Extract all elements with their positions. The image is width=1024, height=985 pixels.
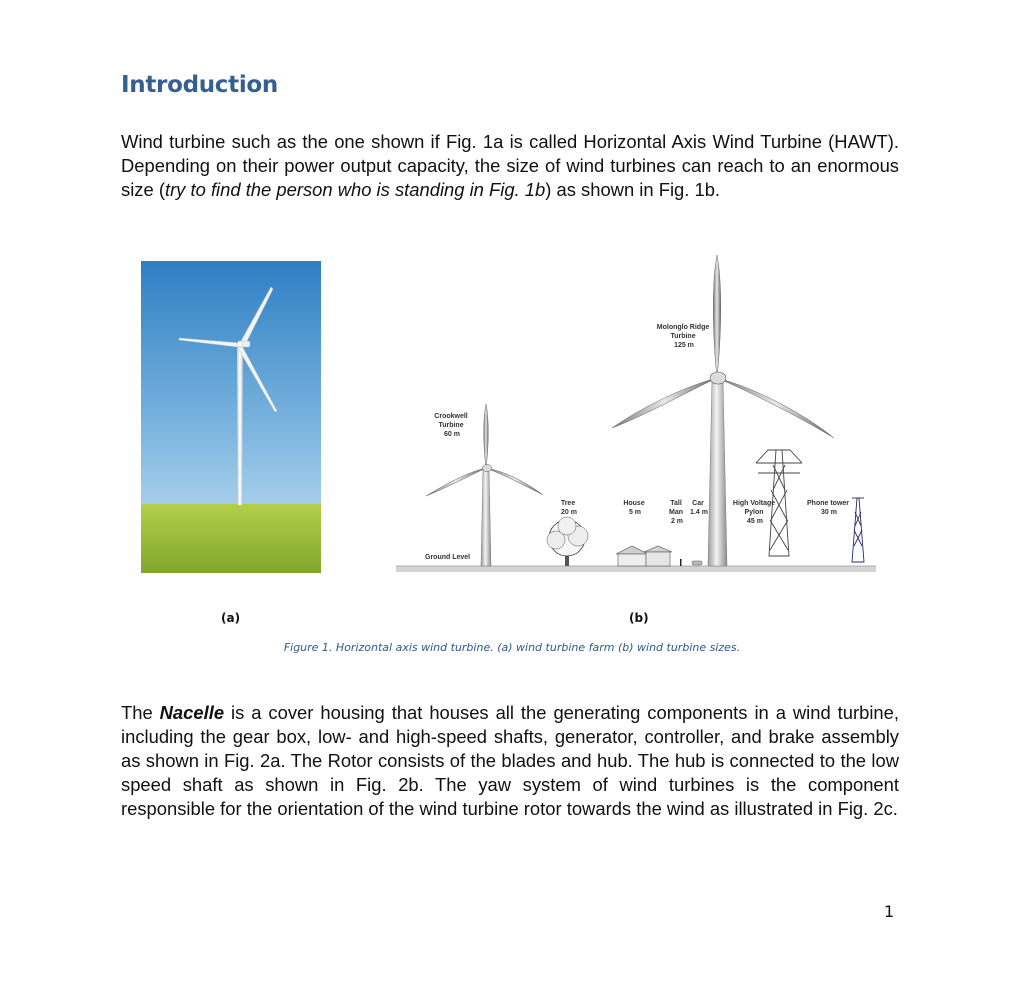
label-pylon: High Voltage Pylon 45 m (732, 500, 776, 525)
intro-text-2: ) as shown in Fig. 1b. (545, 179, 721, 200)
intro-emphasis: try to find the person who is standing in Fig. 1b (164, 179, 546, 200)
nacelle-term: Nacelle (159, 702, 225, 723)
nacelle-paragraph (121, 701, 899, 821)
label-phone-tower: Phone tower 30 m (807, 500, 850, 516)
figure-label-a: (a) (221, 611, 241, 625)
wind-turbine-photo (141, 261, 321, 573)
label-ground-level: Ground Level (425, 554, 471, 561)
label-molonglo: Molonglo Ridge Turbine 125 m (656, 324, 710, 349)
label-car: Car 1.4 m (690, 500, 708, 516)
section-heading: Introduction (121, 72, 278, 98)
intro-paragraph (121, 130, 899, 202)
label-crookwell: Crookwell Turbine 60 m (434, 413, 468, 438)
label-house: House 5 m (623, 500, 645, 516)
figure-label-b: (b) (629, 611, 649, 625)
intro-text-1: Wind turbine such as the one shown if Fig. 1a is called Horizontal Axis Wind Turbine (HAWT). Depending on their power output capacity, the size of wind turbines can reach to an enormous size ( (121, 131, 899, 200)
nacelle-text-1: The (121, 702, 160, 723)
figure-caption: Figure 1. Horizontal axis wind turbine. (a) wind turbine farm (b) wind turbine sizes. (283, 641, 741, 654)
page-number: 1 (884, 902, 895, 921)
label-tree: Tree 20 m (560, 500, 577, 516)
nacelle-text-2: is a cover housing that houses all the generating components in a wind turbine, including the gear box, low- and high-speed shafts, generator, controller, and brake assembly as shown in Fig. 2a. The Rotor consists of the blades and hub. The hub is connected to the low speed shaft as shown in Fig. 2b. The yaw system of wind turbines is the component responsible for the orientation of the wind turbine rotor towards the wind as illustrated in Fig. 2c. (121, 702, 899, 819)
label-man: Tall Man 2 m (669, 500, 684, 525)
turbine-size-chart (396, 250, 876, 575)
